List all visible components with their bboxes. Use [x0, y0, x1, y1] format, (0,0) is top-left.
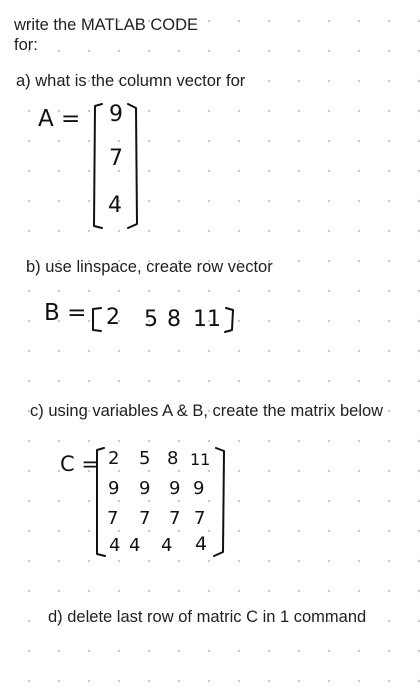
- matrix-c-cell: 4: [109, 535, 121, 556]
- question-a-prompt: a) what is the column vector for: [16, 72, 246, 90]
- matrix-a-value: 9: [109, 102, 123, 127]
- title-line-2: for:: [14, 36, 38, 54]
- row-vector-b-label: B =: [44, 300, 87, 326]
- matrix-c-cell: 9: [139, 478, 151, 499]
- matrix-c-cell: 7: [169, 508, 181, 529]
- question-b-prompt: b) use linspace, create row vector: [26, 258, 273, 276]
- matrix-c-cell: 4: [161, 535, 173, 556]
- matrix-c-cell: 7: [194, 508, 206, 529]
- matrix-a-value: 4: [108, 193, 122, 218]
- matrix-c-cell: 8: [167, 448, 179, 469]
- row-vector-b-value: 2: [106, 305, 120, 330]
- row-vector-b-value: 11: [193, 307, 221, 332]
- question-d-prompt: d) delete last row of matric C in 1 command: [48, 608, 367, 626]
- matrix-c-cell: 4: [129, 535, 141, 556]
- matrix-c-cell: 9: [169, 478, 181, 499]
- matrix-c-cell: 4: [195, 533, 208, 555]
- matrix-a-label: A =: [38, 106, 81, 132]
- matrix-c-label: C =: [60, 452, 99, 476]
- matrix-c-cell: 9: [108, 478, 120, 499]
- matrix-c-cell: 9: [193, 478, 205, 499]
- question-c-prompt: c) using variables A & B, create the matrix below: [30, 402, 384, 420]
- row-vector-b-value: 8: [167, 307, 181, 332]
- matrix-c-cell: 5: [139, 448, 151, 469]
- matrix-c-cell: 2: [108, 448, 120, 469]
- title-line-1: write the MATLAB CODE: [14, 16, 198, 34]
- matrix-a-value: 7: [109, 146, 123, 171]
- matrix-c-cell: 7: [107, 508, 119, 529]
- row-vector-b-value: 5: [144, 307, 158, 332]
- matrix-c-cell: 7: [139, 508, 151, 529]
- matrix-c-cell: 11: [190, 450, 211, 469]
